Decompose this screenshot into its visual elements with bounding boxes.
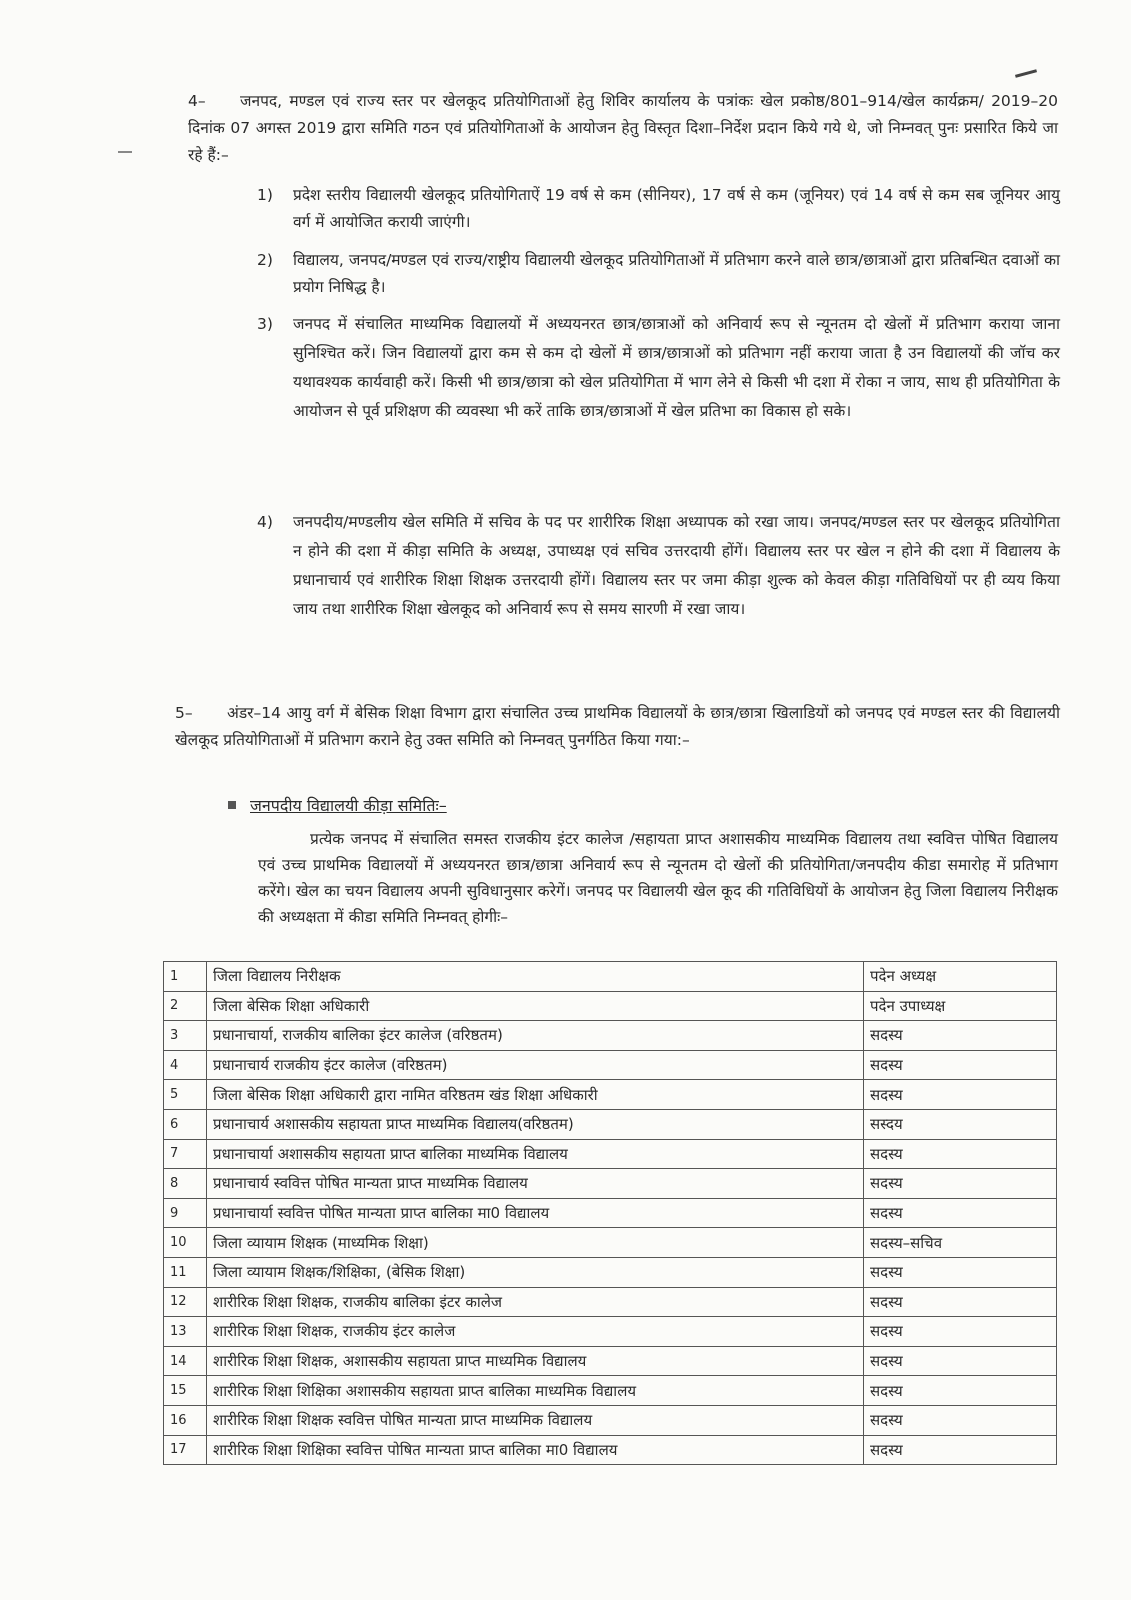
serial-number-cell: 15 xyxy=(164,1376,207,1406)
role-cell: पदेन उपाध्यक्ष xyxy=(864,991,1057,1021)
table-row xyxy=(164,1198,1057,1228)
table-row xyxy=(164,1169,1057,1199)
serial-number-cell: 2 xyxy=(164,991,207,1021)
table-row xyxy=(164,1376,1057,1406)
serial-number-cell: 6 xyxy=(164,1109,207,1139)
serial-number-cell: 11 xyxy=(164,1257,207,1287)
serial-number-cell: 10 xyxy=(164,1228,207,1258)
sub-point-3-text: जनपद में संचालित माध्यमिक विद्यालयों में अध्ययनरत छात्र/छात्राओं को अनिवार्य रूप से न्यूनतम दो खेलों में प्रतिभाग कराया जाना सुनिश्चित करें। जिन विद्यालयों द्वारा कम से कम दो खेलों में छात्र/छात्राओं को प्रतिभाग नहीं कराया जाता है उन विद्यालयों की जॉच कर यथावश्यक कार्यवाही करें। किसी भी छात्र/छात्रा को खेल प्रतियोगिता में भाग लेने से किसी भी दशा में रोका न जाय, साथ ही प्रतियोगिता के आयोजन से पूर्व प्रशिक्षण की व्यवस्था भी करें ताकि छात्र/छात्राओं में खेल प्रतिभा का विकास हो सके। xyxy=(293,315,1060,420)
role-cell: सदस्य xyxy=(864,1139,1057,1169)
serial-number-cell: 5 xyxy=(164,1080,207,1110)
serial-number-cell: 17 xyxy=(164,1435,207,1465)
table-row xyxy=(164,1139,1057,1169)
sub-point-2-text: विद्यालय, जनपद/मण्डल एवं राज्य/राष्ट्रीय विद्यालयी खेलकूद प्रतियोगिताओं में प्रतिभाग करने वाले छात्र/छात्राओं द्वारा प्रतिबन्धित दवाओं का प्रयोग निषिद्ध है। xyxy=(293,251,1060,296)
role-cell: सदस्य xyxy=(864,1317,1057,1347)
member-cell: शारीरिक शिक्षा शिक्षिका अशासकीय सहायता प्राप्त बालिका माध्यमिक विद्यालय xyxy=(207,1376,864,1406)
scan-mark xyxy=(118,151,132,153)
member-cell: जिला विद्यालय निरीक्षक xyxy=(207,962,864,992)
serial-number-cell: 4 xyxy=(164,1050,207,1080)
role-cell: पदेन अध्यक्ष xyxy=(864,962,1057,992)
table-row xyxy=(164,1257,1057,1287)
point-5-number: 5– xyxy=(175,704,193,722)
sub-point-4 xyxy=(257,508,1060,624)
sub-point-3 xyxy=(257,310,1060,426)
role-cell: सदस्य xyxy=(864,1346,1057,1376)
member-cell: जिला व्यायाम शिक्षक/शिक्षिका, (बेसिक शिक्षा) xyxy=(207,1257,864,1287)
point-5-text: अंडर–14 आयु वर्ग में बेसिक शिक्षा विभाग द्वारा संचालित उच्च प्राथमिक विद्यालयों के छात्र/छात्रा खिलाडियों को जनपद एवं मण्डल स्तर की विद्यालयी खेलकूद प्रतियोगिताओं में प्रतिभाग कराने हेतु उक्त समिति को निम्नवत् पुनर्गठित किया गया:– xyxy=(175,704,1060,749)
sub-point-1-text: प्रदेश स्तरीय विद्यालयी खेलकूद प्रतियोगिताऐं 19 वर्ष से कम (सीनियर), 17 वर्ष से कम (जूनियर) एवं 14 वर्ष से कम सब जूनियर आयु वर्ग में आयोजित करायी जाएंगी। xyxy=(293,186,1060,231)
serial-number-cell: 1 xyxy=(164,962,207,992)
sub-point-4-number: 4) xyxy=(257,513,273,531)
table-row xyxy=(164,1287,1057,1317)
member-cell: प्रधानाचार्या अशासकीय सहायता प्राप्त बालिका माध्यमिक विद्यालय xyxy=(207,1139,864,1169)
role-cell: सदस्य xyxy=(864,1405,1057,1435)
role-cell: सदस्य–सचिव xyxy=(864,1228,1057,1258)
serial-number-cell: 14 xyxy=(164,1346,207,1376)
role-cell: सदस्य xyxy=(864,1198,1057,1228)
committee-heading xyxy=(228,793,447,819)
table-row xyxy=(164,1050,1057,1080)
serial-number-cell: 8 xyxy=(164,1169,207,1199)
table-row xyxy=(164,1109,1057,1139)
table-row xyxy=(164,991,1057,1021)
sub-point-1-number: 1) xyxy=(257,186,273,204)
point-4-text: जनपद, मण्डल एवं राज्य स्तर पर खेलकूद प्रतियोगिताओं हेतु शिविर कार्यालय के पत्रांकः खेल प्रकोष्ठ/801–914/खेल कार्यक्रम/ 2019–20 दिनांक 07 अगस्त 2019 द्वारा समिति गठन एवं प्रतियोगिताओं के आयोजन हेतु विस्तृत दिशा–निर्देश प्रदान किये गये थे, जो निम्नवत् पुनः प्रसारित किये जा रहे हैं:– xyxy=(188,92,1058,164)
table-row xyxy=(164,1228,1057,1258)
sub-point-1 xyxy=(257,182,1060,236)
square-bullet-icon xyxy=(228,801,236,809)
sub-point-3-number: 3) xyxy=(257,315,273,333)
serial-number-cell: 13 xyxy=(164,1317,207,1347)
member-cell: शारीरिक शिक्षा शिक्षक, राजकीय बालिका इंटर कालेज xyxy=(207,1287,864,1317)
member-cell: जिला बेसिक शिक्षा अधिकारी द्वारा नामित वरिष्ठतम खंड शिक्षा अधिकारी xyxy=(207,1080,864,1110)
role-cell: सदस्य xyxy=(864,1376,1057,1406)
table-row xyxy=(164,1021,1057,1051)
role-cell: सदस्य xyxy=(864,1435,1057,1465)
member-cell: प्रधानाचार्या स्ववित्त पोषित मान्यता प्राप्त बालिका मा0 विद्यालय xyxy=(207,1198,864,1228)
serial-number-cell: 12 xyxy=(164,1287,207,1317)
role-cell: सस्दय xyxy=(864,1109,1057,1139)
committee-heading-text: जनपदीय विद्यालयी कीड़ा समितिः– xyxy=(250,796,447,815)
table-row xyxy=(164,962,1057,992)
member-cell: प्रधानाचार्य राजकीय इंटर कालेज (वरिष्ठतम) xyxy=(207,1050,864,1080)
role-cell: सदस्य xyxy=(864,1257,1057,1287)
member-cell: प्रधानाचार्या, राजकीय बालिका इंटर कालेज (वरिष्ठतम) xyxy=(207,1021,864,1051)
table-row xyxy=(164,1346,1057,1376)
role-cell: सदस्य xyxy=(864,1287,1057,1317)
table-row xyxy=(164,1405,1057,1435)
member-cell: प्रधानाचार्य अशासकीय सहायता प्राप्त माध्यमिक विद्यालय(वरिष्ठतम) xyxy=(207,1109,864,1139)
member-cell: शारीरिक शिक्षा शिक्षक, राजकीय इंटर कालेज xyxy=(207,1317,864,1347)
table-row xyxy=(164,1317,1057,1347)
serial-number-cell: 3 xyxy=(164,1021,207,1051)
table-row xyxy=(164,1080,1057,1110)
committee-table-body xyxy=(164,962,1057,1465)
sub-point-4-text: जनपदीय/मण्डलीय खेल समिति में सचिव के पद पर शारीरिक शिक्षा अध्यापक को रखा जाय। जनपद/मण्डल स्तर पर खेलकूद प्रतियोगिता न होने की दशा में कीड़ा समिति के अध्यक्ष, उपाध्यक्ष एवं सचिव उत्तरदायी होंगें। विद्यालय स्तर पर खेल न होने की दशा में विद्यालय के प्रधानाचार्य एवं शारीरिक शिक्षा शिक्षक उत्तरदायी होंगें। विद्यालय स्तर पर जमा कीड़ा शुल्क को केवल कीड़ा गतिविधियों पर ही व्यय किया जाय तथा शारीरिक शिक्षा खेलकूद को अनिवार्य रूप से समय सारणी में रखा जाय। xyxy=(293,513,1060,618)
role-cell: सदस्य xyxy=(864,1169,1057,1199)
committee-intro: प्रत्येक जनपद में संचालित समस्त राजकीय इंटर कालेज /सहायता प्राप्त अशासकीय माध्यमिक विद्यालय तथा स्ववित्त पोषित विद्यालय एवं उच्च प्राथमिक विद्यालयों में अध्ययनरत छात्र/छात्रा अनिवार्य रूप से न्यूनतम दो खेलों की प्रतियोगिता/जनपदीय कीडा समारोह में प्रतिभाग करेंगे। खेल का चयन विद्यालय अपनी सुविधानुसार करेगें। जनपद पर विद्यालयी खेल कूद की गतिविधियों के आयोजन हेतु जिला विद्यालय निरीक्षक की अध्यक्षता में कीडा समिति निम्नवत् होगीः– xyxy=(258,830,1058,926)
member-cell: शारीरिक शिक्षा शिक्षक स्ववित्त पोषित मान्यता प्राप्त माध्यमिक विद्यालय xyxy=(207,1405,864,1435)
role-cell: सदस्य xyxy=(864,1021,1057,1051)
member-cell: जिला बेसिक शिक्षा अधिकारी xyxy=(207,991,864,1021)
sub-point-2-number: 2) xyxy=(257,251,273,269)
point-5 xyxy=(175,700,1060,754)
sub-point-2 xyxy=(257,247,1060,301)
member-cell: शारीरिक शिक्षा शिक्षिका स्ववित्त पोषित मान्यता प्राप्त बालिका मा0 विद्यालय xyxy=(207,1435,864,1465)
member-cell: प्रधानाचार्य स्ववित्त पोषित मान्यता प्राप्त माध्यमिक विद्यालय xyxy=(207,1169,864,1199)
serial-number-cell: 9 xyxy=(164,1198,207,1228)
committee-table xyxy=(163,961,1057,1465)
serial-number-cell: 16 xyxy=(164,1405,207,1435)
point-4-number: 4– xyxy=(188,92,206,110)
scan-mark xyxy=(1015,69,1037,78)
member-cell: शारीरिक शिक्षा शिक्षक, अशासकीय सहायता प्राप्त माध्यमिक विद्यालय xyxy=(207,1346,864,1376)
serial-number-cell: 7 xyxy=(164,1139,207,1169)
member-cell: जिला व्यायाम शिक्षक (माध्यमिक शिक्षा) xyxy=(207,1228,864,1258)
role-cell: सदस्य xyxy=(864,1050,1057,1080)
table-row xyxy=(164,1435,1057,1465)
role-cell: सदस्य xyxy=(864,1080,1057,1110)
point-4 xyxy=(188,88,1058,169)
